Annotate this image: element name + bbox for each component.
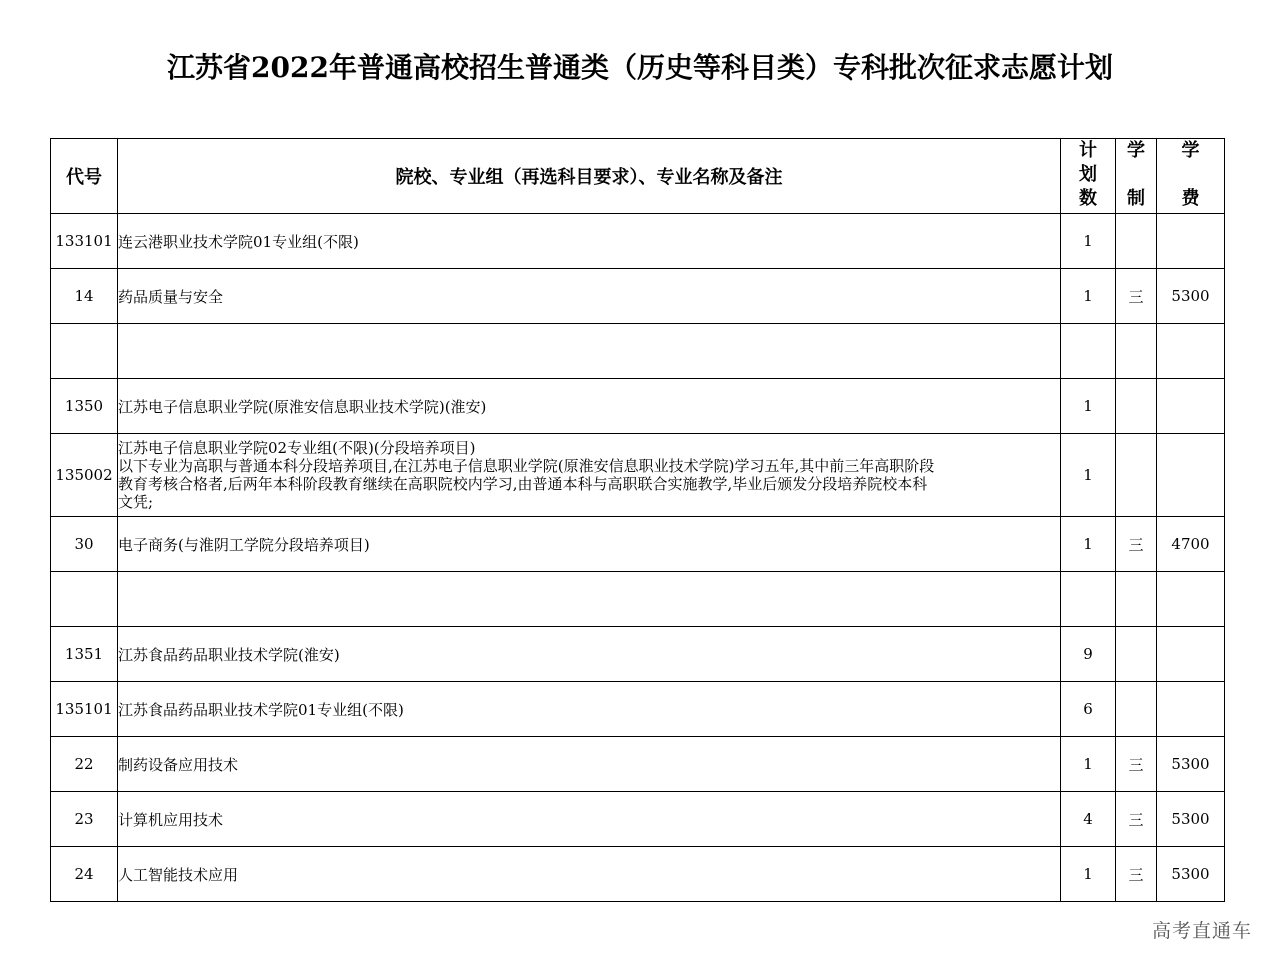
cell-fee: 5300 xyxy=(1157,269,1225,324)
cell-years xyxy=(1116,627,1157,682)
cell-name: 连云港职业技术学院01专业组(不限) xyxy=(118,214,1061,269)
cell-plan: 4 xyxy=(1061,792,1116,847)
cell-years xyxy=(1116,682,1157,737)
cell-years xyxy=(1116,434,1157,517)
cell-plan: 1 xyxy=(1061,737,1116,792)
cell-plan: 1 xyxy=(1061,434,1116,517)
cell-code: 23 xyxy=(51,792,118,847)
cell-name: 电子商务(与淮阴工学院分段培养项目) xyxy=(118,517,1061,572)
table-row xyxy=(51,434,1225,517)
cell-fee: 5300 xyxy=(1157,847,1225,902)
cell-fee: 4700 xyxy=(1157,517,1225,572)
table-row xyxy=(51,627,1225,682)
cell-code: 22 xyxy=(51,737,118,792)
page-title: 江苏省2022年普通高校招生普通类（历史等科目类）专科批次征求志愿计划 xyxy=(167,51,1113,84)
cell-years: 三 xyxy=(1116,847,1157,902)
cell-name: 江苏食品药品职业技术学院(淮安) xyxy=(118,627,1061,682)
cell-code: 30 xyxy=(51,517,118,572)
header-name: 院校、专业组（再选科目要求）、专业名称及备注 xyxy=(118,139,1061,214)
name-line: 江苏电子信息职业学院02专业组(不限)(分段培养项目) xyxy=(118,439,476,457)
cell-code: 135002 xyxy=(51,434,118,517)
header-plan: 计 划 数 xyxy=(1061,139,1116,214)
cell-name: 计算机应用技术 xyxy=(118,792,1061,847)
cell-code: 24 xyxy=(51,847,118,902)
cell-plan xyxy=(1061,572,1116,627)
cell-name xyxy=(118,572,1061,627)
cell-plan: 9 xyxy=(1061,627,1116,682)
cell-code: 135101 xyxy=(51,682,118,737)
cell-years: 三 xyxy=(1116,792,1157,847)
cell-name: 江苏食品药品职业技术学院01专业组(不限) xyxy=(118,682,1061,737)
header-years: 学 制 xyxy=(1116,139,1157,214)
cell-code: 1350 xyxy=(51,379,118,434)
table-row xyxy=(51,379,1225,434)
cell-fee xyxy=(1157,324,1225,379)
cell-fee xyxy=(1157,572,1225,627)
cell-fee xyxy=(1157,434,1225,517)
table-row xyxy=(51,269,1225,324)
cell-name: 人工智能技术应用 xyxy=(118,847,1061,902)
note-line: 教育考核合格者,后两年本科阶段教育继续在高职院校内学习,由普通本科与高职联合实施教学,毕业后颁发分段培养院校本科 xyxy=(118,475,928,493)
cell-plan: 1 xyxy=(1061,379,1116,434)
cell-name: 制药设备应用技术 xyxy=(118,737,1061,792)
table-header-row xyxy=(51,139,1225,214)
cell-years xyxy=(1116,572,1157,627)
cell-fee xyxy=(1157,214,1225,269)
cell-plan: 1 xyxy=(1061,269,1116,324)
cell-code: 14 xyxy=(51,269,118,324)
cell-name xyxy=(118,434,1061,517)
cell-years xyxy=(1116,324,1157,379)
cell-fee: 5300 xyxy=(1157,792,1225,847)
table-row xyxy=(51,737,1225,792)
cell-fee xyxy=(1157,379,1225,434)
note-line: 文凭; xyxy=(118,493,154,511)
note-line: 以下专业为高职与普通本科分段培养项目,在江苏电子信息职业学院(原淮安信息职业技术学院)学习五年,其中前三年高职阶段 xyxy=(118,457,935,475)
cell-years: 三 xyxy=(1116,737,1157,792)
cell-plan: 1 xyxy=(1061,847,1116,902)
cell-code xyxy=(51,324,118,379)
header-code: 代号 xyxy=(51,139,118,214)
cell-name: 药品质量与安全 xyxy=(118,269,1061,324)
table-row xyxy=(51,847,1225,902)
cell-fee xyxy=(1157,682,1225,737)
table-row xyxy=(51,682,1225,737)
cell-code: 1351 xyxy=(51,627,118,682)
cell-fee xyxy=(1157,627,1225,682)
cell-years xyxy=(1116,379,1157,434)
cell-plan xyxy=(1061,324,1116,379)
watermark: 高考直通车 xyxy=(1151,920,1252,942)
cell-plan: 6 xyxy=(1061,682,1116,737)
table-row xyxy=(51,214,1225,269)
cell-years: 三 xyxy=(1116,517,1157,572)
cell-fee: 5300 xyxy=(1157,737,1225,792)
cell-years xyxy=(1116,214,1157,269)
cell-name: 江苏电子信息职业学院(原淮安信息职业技术学院)(淮安) xyxy=(118,379,1061,434)
cell-code: 133101 xyxy=(51,214,118,269)
cell-years: 三 xyxy=(1116,269,1157,324)
cell-plan: 1 xyxy=(1061,517,1116,572)
enrollment-plan-table xyxy=(50,138,1225,902)
table-row xyxy=(51,792,1225,847)
header-fee: 学 费 xyxy=(1157,139,1225,214)
table-row xyxy=(51,572,1225,627)
cell-code xyxy=(51,572,118,627)
cell-name xyxy=(118,324,1061,379)
table-row xyxy=(51,517,1225,572)
cell-plan: 1 xyxy=(1061,214,1116,269)
table-row xyxy=(51,324,1225,379)
